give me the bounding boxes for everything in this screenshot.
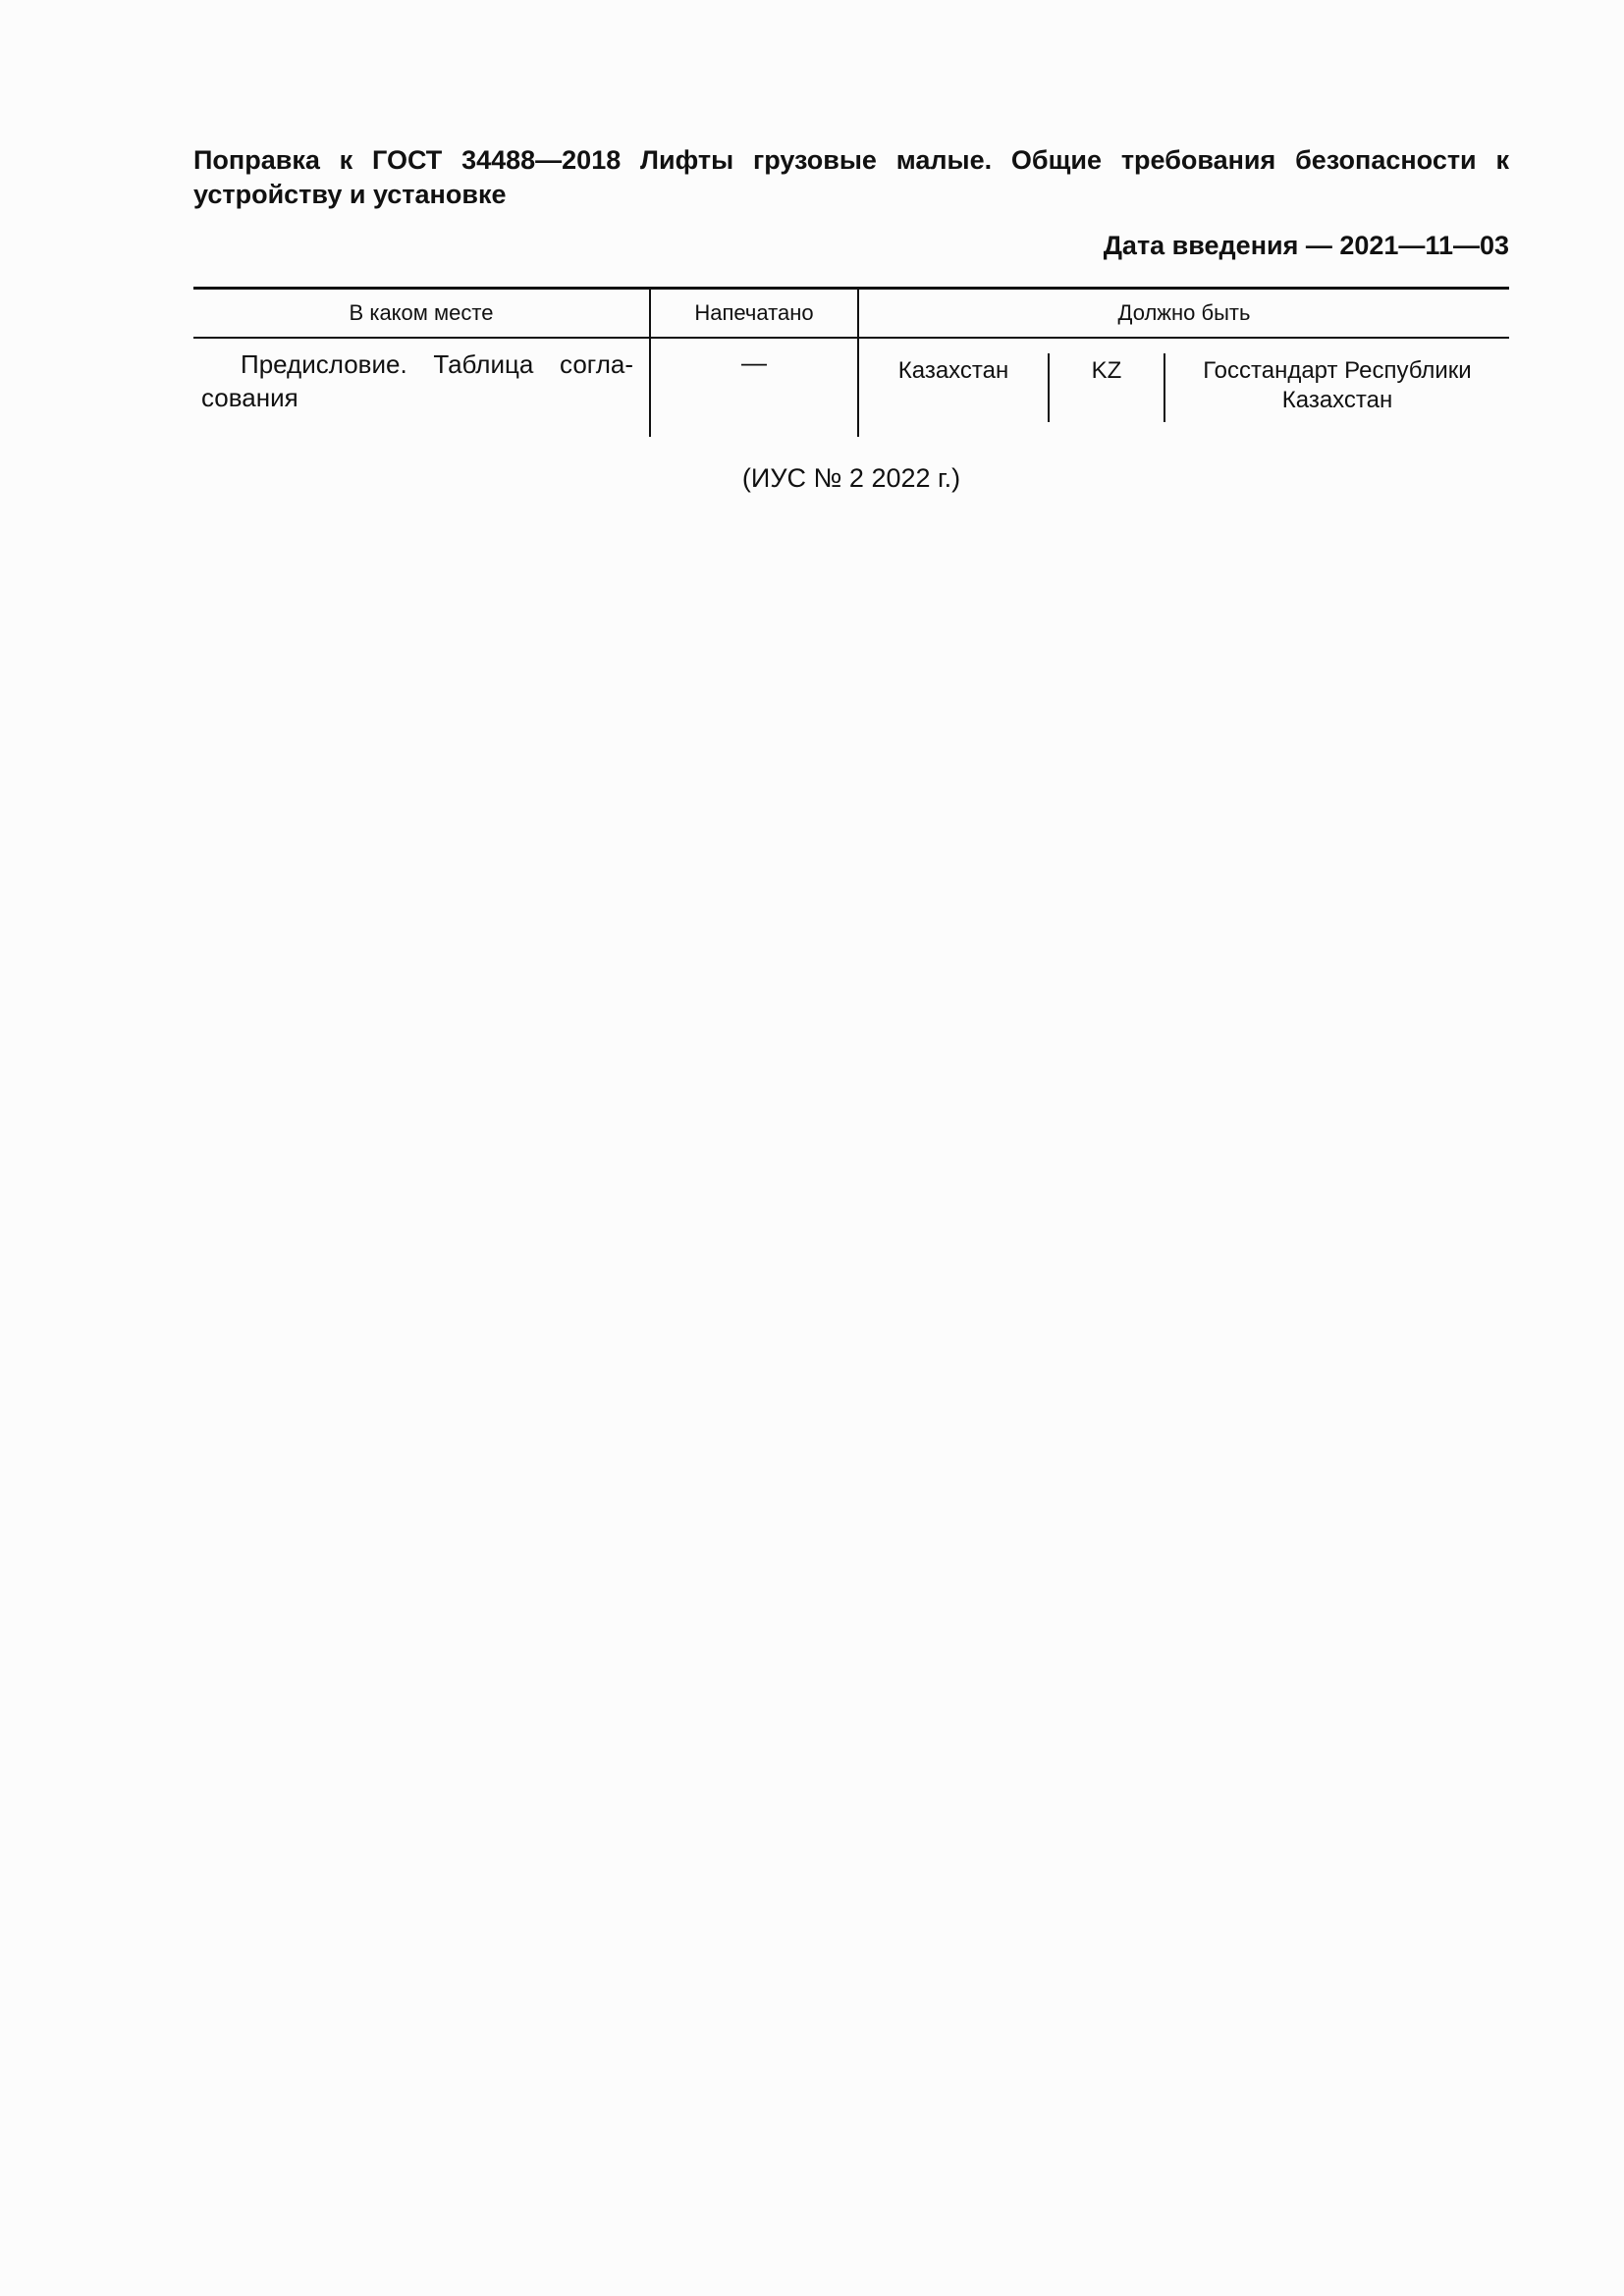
row-standards-body: Госстандарт Республики Казахстан: [1203, 357, 1472, 413]
publication-source: (ИУС № 2 2022 г.): [741, 463, 961, 493]
row-place: Предисловие. Таблица согла-сования: [201, 349, 633, 412]
header-place: В каком месте: [349, 300, 494, 325]
row-printed: —: [741, 347, 767, 377]
amendment-title: Поправка к ГОСТ 34488—2018 Лифты грузовые малые. Общие требования безопасности к устройству и установке: [193, 145, 1509, 209]
header-printed: Напечатано: [694, 300, 814, 325]
table-header: [193, 290, 1509, 339]
header-should-be: Должно быть: [1117, 300, 1251, 325]
amendment-table: [193, 287, 1509, 439]
row-country-code: KZ: [1091, 357, 1122, 384]
row-country: Казахстан: [897, 357, 1009, 384]
effective-date: Дата введения — 2021—11—03: [1103, 231, 1509, 260]
